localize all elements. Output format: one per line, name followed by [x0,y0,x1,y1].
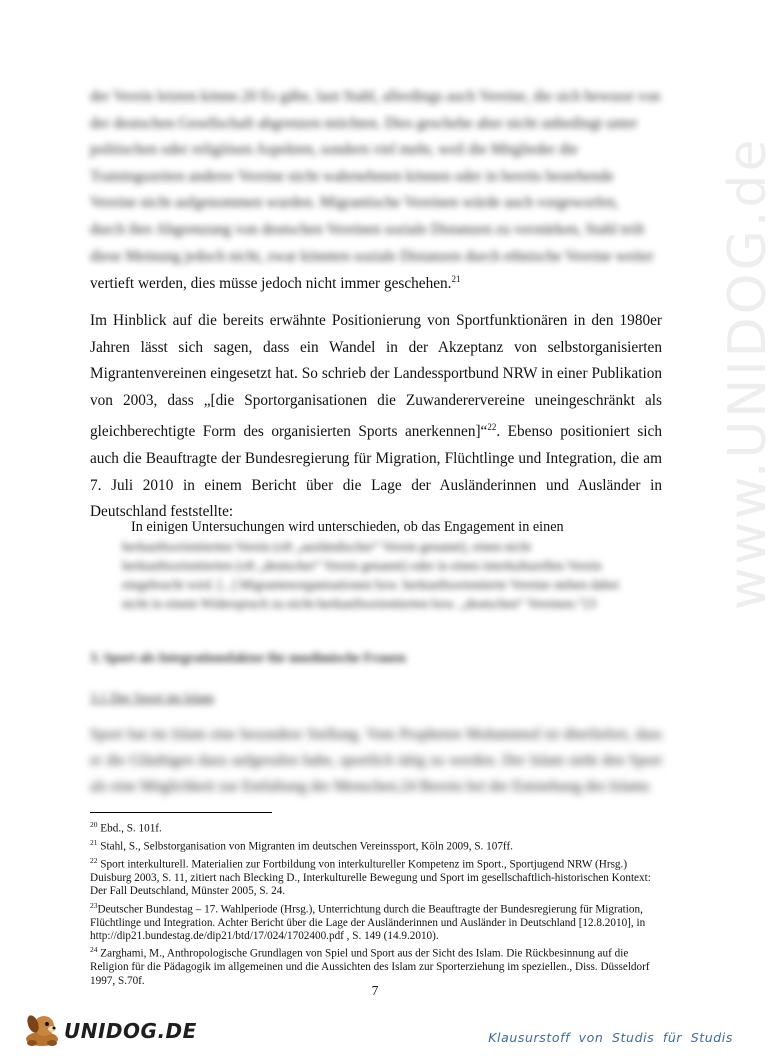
logo-wordmark: UNIDOG.DE [64,1019,197,1043]
blurred-line: durch ihre Abgrenzung von deutschen Vereinen soziale Distanzen zu verstärken, Stahl teilt [90,220,645,238]
footnote: $^{22}$ Sport interkulturell. Materialien zur Fortbildung von interkultureller Kompetenz im Sport., Sportjugend NRW (Hrsg.) Duisburg 2003, S. 11, zitiert nach Blecking D., Interkulturelle Bewegung und Sport im gesellschaftlich-historischen Kontext: Der Fall Deutschland, Münster 2005, S. 24. [90,856,651,898]
blurred-line: Trainingszeiten anderer Vereine nicht wahrnehmen können oder in bereits bestehende [90,167,614,185]
footnote: $^{20}$ Ebd., S. 101f. [90,820,162,835]
block-quote-first-line: In einigen Untersuchungen wird unterschieden, ob das Engagement in einen [131,519,564,535]
watermark: www.UNIDOG.de [718,136,778,610]
block-quote-blurred: herkunftsorientierten Verein (oft „ausländischer“ Verein genannt), einen nicht herkunftsorientierten (oft „deutscher“ Verein genannt) oder in einen interkulturellen Verein eingebracht wird. [...] Migrantenorganisationen bzw. herkunftsorientierte Vereine stehen dabei nicht in einem Widerspruch zu nicht-herkunftsorientierten bzw. „deutschen“ Vereinen.“23 [122,539,620,611]
subsection-heading: 3.1 Der Sport im Islam [90,690,215,705]
footnotes [90,818,665,988]
dog-mascot-icon [20,1012,64,1048]
footnote: $^{23}$Deutscher Bundestag – 17. Wahlperiode (Hrsg.), Unterrichtung durch die Beauftragte der Bundesregierung für Migration, Flüchtlinge und Integration. Achter Bericht über die Lage der Ausländerinnen und Ausländer in Deutschland [12.8.2010], in http://dip21.bundestag.de/dip21/btd/17/024/1702400.pdf , S. 149 (14.9.2010). [90,900,646,943]
footnote-divider [90,812,272,813]
section-heading: 3. Sport als Integrationsfaktor für muslimische Frauen [90,650,406,665]
footnote: $^{24}$ Zarghami, M., Anthropologische Grundlagen von Spiel und Sport aus der Sicht des Islam. Die Rückbesinnung auf die Religion für die Pädagogik im allgemeinen und die Aussichten des Islam zur Sporterziehung im speziellen., Diss. Düsseldorf 1997, S.70f. [90,945,650,987]
blurred-line: der Verein leisten könne.20 Es gäbe, laut Stahl, allerdings auch Vereine, die sich bewusst von [90,88,661,105]
paragraph-2: Im Hinblick auf die bereits erwähnte Positionierung von Sportfunktionären in den 1980er Jahren lässt sich sagen, dass ein Wandel in der Akzeptanz von selbstorganisierten Migrantenvereinen eingesetzt hat. So schrieb der Landessportbund NRW in einer Publikation von 2003, dass „[die Sportorganisationen die Zuwanderervereine uneingeschränkt als gleichberechtigte Form des organisierten Sports anerkennen]“$^{22}$. Ebenso positioniert sich auch die Beauftragte der Bundesregierung für Migration, Flüchtlinge und Integration, die am 7. Juli 2010 in einem Bericht über die Lage der Ausländerinnen und Ausländer in Deutschland feststellte: [90,312,662,521]
footnote: $^{21}$ Stahl, S., Selbstorganisation von Migranten im deutschen Vereinssport, Köln 2009, S. 107ff. [90,838,513,853]
paragraph-1-end: vertieft werden, dies müsse jedoch nicht immer geschehen.$^{21}$ [90,274,461,293]
blurred-line: Vereine nicht aufgenommen wurden. Migrantische Vereinen würde auch vorgeworfen, [90,194,619,212]
footnote-ref[interactable]: 21 [451,274,461,284]
blurred-line: politischen oder religiösen Aspekten, sondern viel mehr, weil die Mitglieder die [90,141,578,159]
unidog-logo[interactable] [18,1012,197,1048]
blurred-paragraph-3: Sport hat im Islam eine besondere Stellung. Vom Propheten Mohammed ist überliefert, dass er die Gläubigen dazu aufgerufen habe, sportlich tätig zu werden. Der Islam sieht den Sport als eine Möglichkeit zur Entfaltung der Menschen.24 Bereits bei der Entstehung des Islams [90,726,662,795]
blurred-paragraph [90,84,662,270]
page-number: 7 [371,983,379,998]
slogan: Klausurstoff von Studis für Studis [488,1030,733,1045]
blurred-line: der deutschen Gesellschaft abgrenzen möchten. Dies geschehe aber nicht unbedingt unter [90,114,638,132]
footnote-ref[interactable]: 22 [487,422,497,433]
blurred-line: diese Meinung jedoch nicht, zwar könnten soziale Distanzen durch ethnische Vereine weiter [90,247,654,265]
